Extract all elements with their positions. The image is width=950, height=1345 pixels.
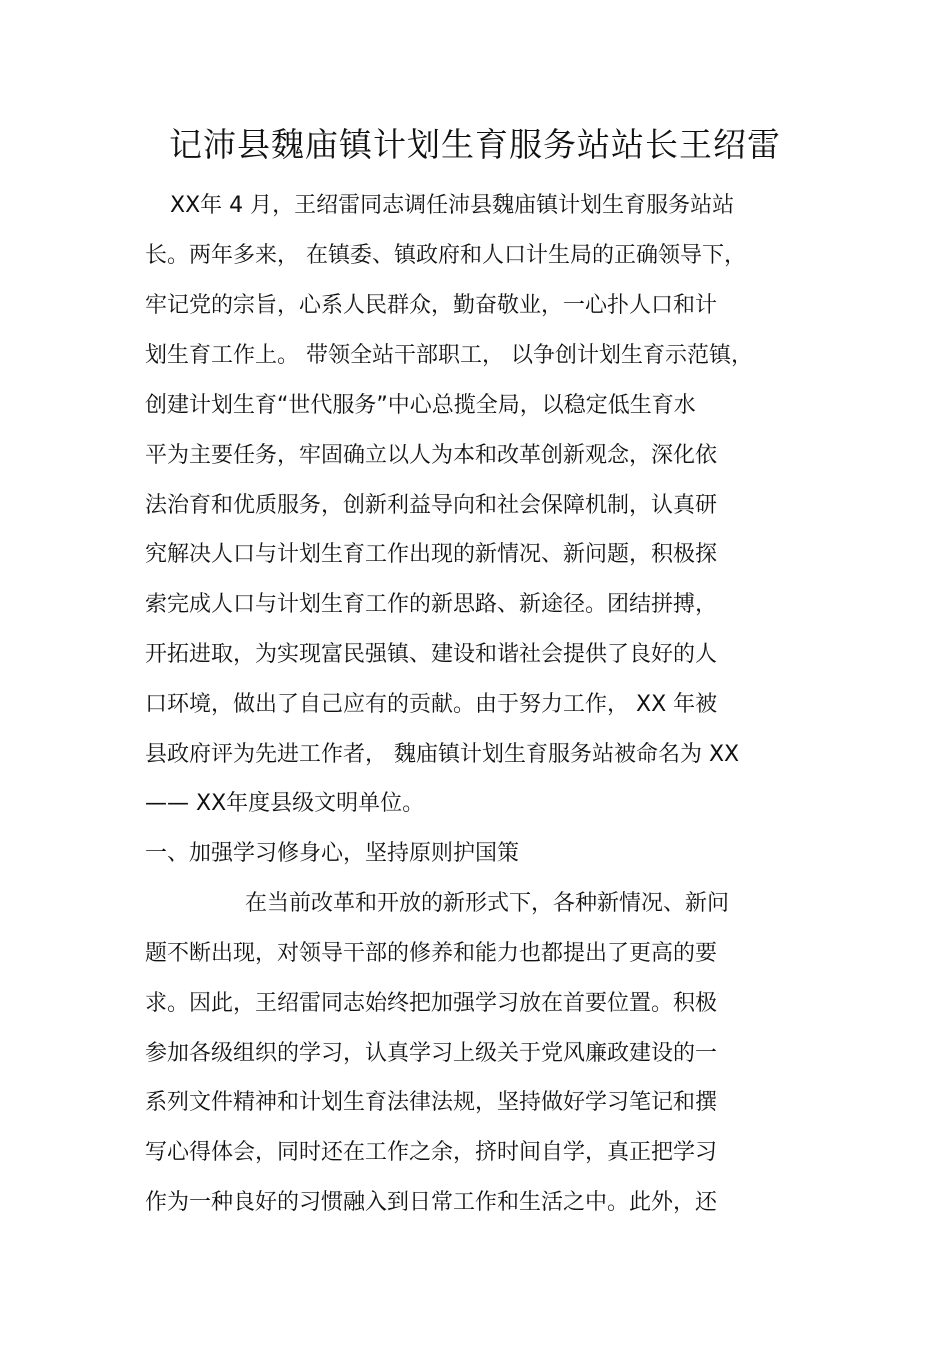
- body-line: XX年 4 月，王绍雷同志调任沛县魏庙镇计划生育服务站站: [170, 193, 735, 218]
- body-line: 求。因此，王绍雷同志始终把加强学习放在首要位置。积极: [145, 991, 718, 1016]
- body-line: 究解决人口与计划生育工作出现的新情况、新问题，积极探: [145, 542, 718, 567]
- body-line: 长。两年多来， 在镇委、镇政府和人口计生局的正确领导下，: [145, 243, 746, 268]
- document-title: 记沛县魏庙镇计划生育服务站站长王绍雷: [169, 125, 781, 164]
- body-line: 开拓进取，为实现富民强镇、建设和谐社会提供了良好的人: [145, 642, 718, 667]
- body-line: 在当前改革和开放的新形式下，各种新情况、新问: [245, 891, 730, 916]
- body-line: 系列文件精神和计划生育法律法规，坚持做好学习笔记和撰: [145, 1090, 718, 1115]
- body-line: 口环境，做出了自己应有的贡献。由于努力工作， XX 年被: [145, 692, 718, 717]
- section-heading: 一、加强学习修身心，坚持原则护国策: [145, 841, 520, 866]
- body-line: 县政府评为先进工作者， 魏庙镇计划生育服务站被命名为 XX: [145, 742, 740, 767]
- body-line: 题不断出现，对领导干部的修养和能力也都提出了更高的要: [145, 941, 718, 966]
- body-line: 法治育和优质服务，创新利益导向和社会保障机制，认真研: [145, 493, 718, 518]
- body-line: 划生育工作上。 带领全站干部职工， 以争创计划生育示范镇，: [145, 343, 753, 368]
- body-line: 写心得体会，同时还在工作之余，挤时间自学，真正把学习: [145, 1140, 718, 1165]
- body-line: 作为一种良好的习惯融入到日常工作和生活之中。此外，还: [145, 1190, 718, 1215]
- body-line: 参加各级组织的学习，认真学习上级关于党风廉政建设的一: [145, 1041, 718, 1066]
- body-line: 创建计划生育“世代服务”中心总揽全局，以稳定低生育水: [145, 393, 696, 418]
- body-line: 索完成人口与计划生育工作的新思路、新途径。团结拼搏，: [145, 592, 718, 617]
- body-line: —— XX年度县级文明单位。: [145, 791, 425, 816]
- body-line: 牢记党的宗旨，心系人民群众，勤奋敬业，一心扑人口和计: [145, 293, 718, 318]
- body-line: 平为主要任务，牢固确立以人为本和改革创新观念，深化依: [145, 443, 718, 468]
